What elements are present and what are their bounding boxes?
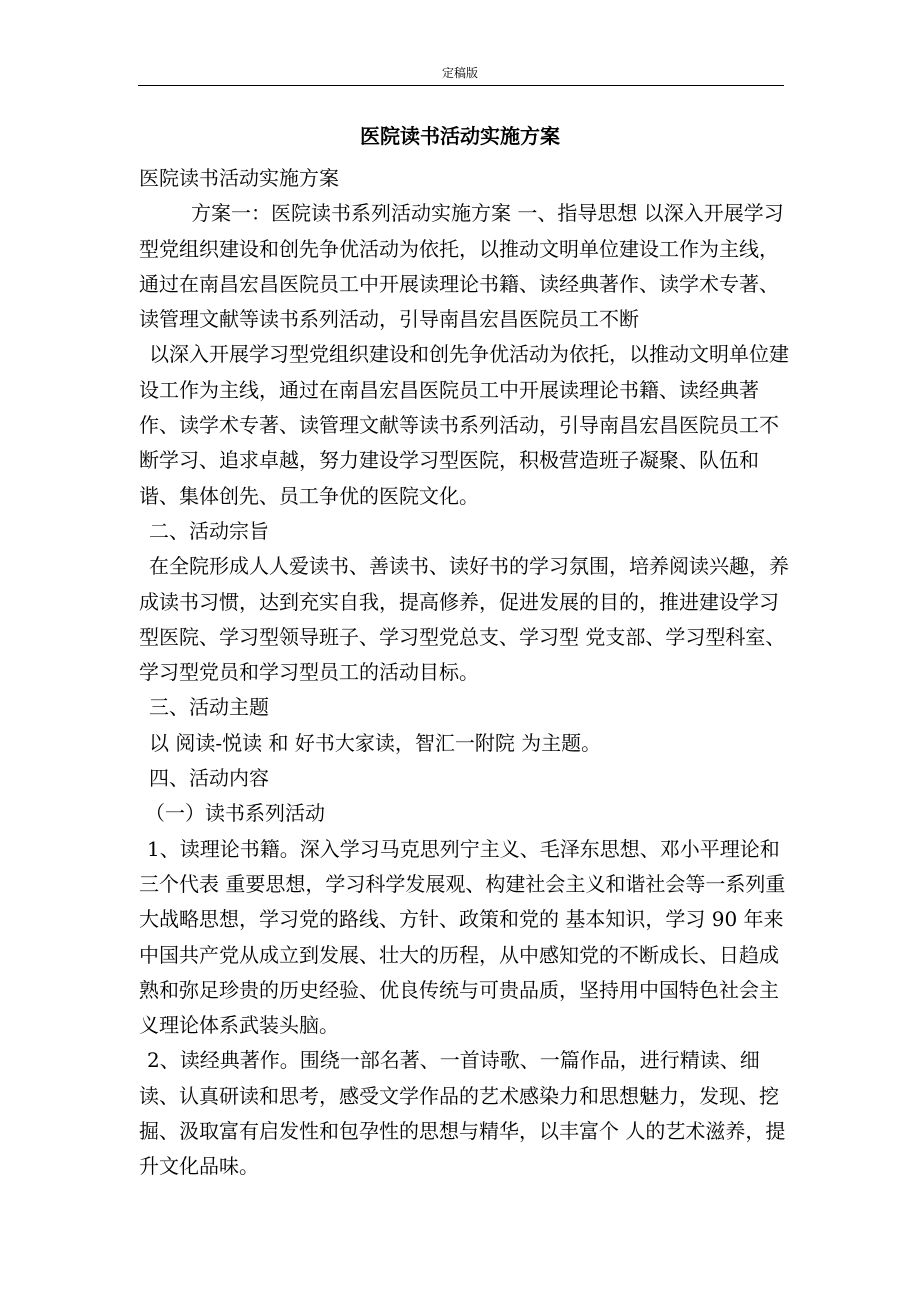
paragraph-theory-books: 1、读理论书籍。深入学习马克思列宁主义、毛泽东思想、邓小平理论和 三个代表 重要思想，学习科学发展观、构建社会主义和谐社会等一系列重大战略思想，学习党的路线、方针、政策和党的 基本知识，学习 90 年来中国共产党从成立到发展、壮大的历程，从中感知党的不断成长、日趋成熟和弥足珍贵的历史经验、优良传统与可贵品质，坚持用中国特色社会主义理论体系武装头脑。 [139, 836, 786, 1038]
document-body [139, 161, 789, 1185]
header-divider [138, 85, 784, 86]
heading-activity-content: 四、活动内容 [149, 766, 269, 791]
running-header: 定稿版 [441, 66, 478, 80]
paragraph-guiding-ideology: 以深入开展学习型党组织建设和创先争优活动为依托，以推动文明单位建设工作为主线，通过在南昌宏昌医院员工中开展读理论书籍、读经典著作、读学术专著、读管理文献等读书系列活动，引导南昌宏昌医院员工不断学习、追求卓越，努力建设学习型医院，积极营造班子凝聚、队伍和谐、集体创先、员工争优的医院文化。 [139, 342, 789, 508]
paragraph-activity-theme: 以 阅读-悦读 和 好书大家读，智汇一附院 为主题。 [149, 730, 602, 755]
heading-reading-series: （一）读书系列活动 [145, 801, 325, 826]
heading-activity-purpose: 二、活动宗旨 [149, 518, 269, 543]
paragraph-activity-purpose: 在全院形成人人爱读书、善读书、读好书的学习氛围，培养阅读兴趣，养成读书习惯，达到充实自我，提高修养，促进发展的目的，推进建设学习型医院、学习型领导班子、学习型党总支、学习型 党支部、学习型科室、学习型党员和学习型员工的活动目标。 [139, 554, 789, 685]
heading-activity-theme: 三、活动主题 [149, 695, 269, 720]
paragraph-classic-works: 2、读经典著作。围绕一部名著、一首诗歌、一篇作品，进行精读、细读、认真研读和思考，感受文学作品的艺术感染力和思想魅力，发现、挖掘、汲取富有启发性和包孕性的思想与精华，以丰富个 人的艺术滋养，提升文化品味。 [139, 1048, 786, 1179]
document-subtitle: 医院读书活动实施方案 [139, 166, 339, 190]
document-title: 医院读书活动实施方案 [360, 124, 560, 148]
paragraph-plan-one: 方案一：医院读书系列活动实施方案 一、指导思想 以深入开展学习型党组织建设和创先争优活动为依托，以推动文明单位建设工作为主线，通过在南昌宏昌医院员工中开展读理论书籍、读经典著作、读学术专著、读管理文献等读书系列活动，引导南昌宏昌医院员工不断 [139, 201, 784, 332]
